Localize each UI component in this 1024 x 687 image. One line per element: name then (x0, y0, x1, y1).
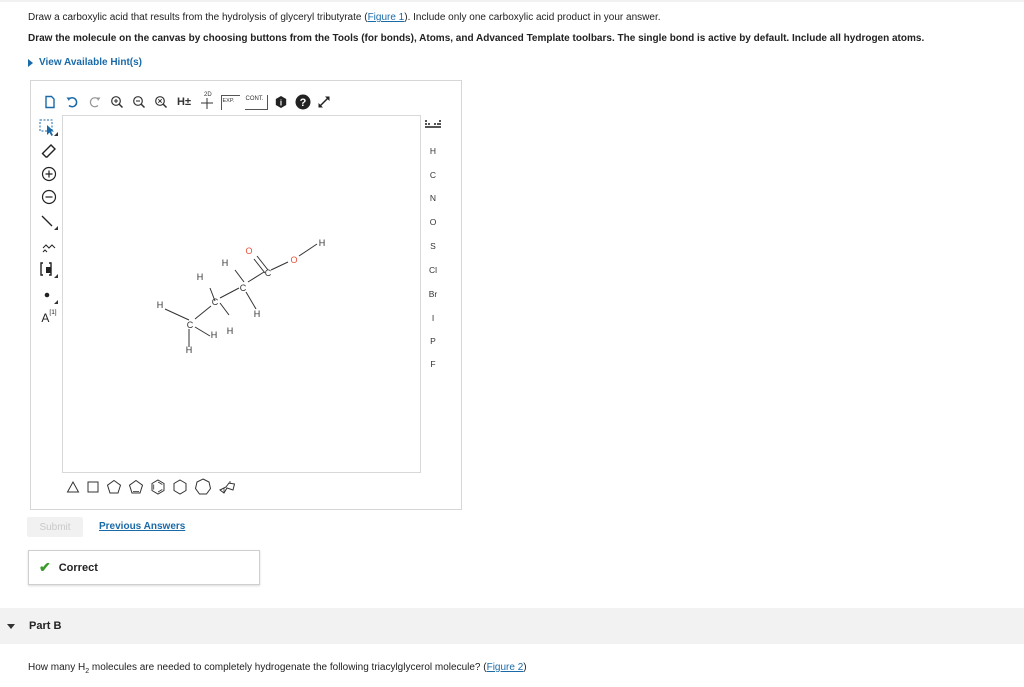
feedback-box (28, 550, 260, 585)
checkmark-icon: ✔ (39, 559, 51, 575)
fullscreen-icon[interactable] (314, 92, 334, 112)
svg-text:?: ? (299, 97, 307, 109)
cont-label: CONT. (245, 95, 264, 102)
atom-button-p[interactable]: P (430, 336, 436, 346)
part-b-title[interactable]: Part B (29, 620, 62, 632)
figure-1-link[interactable]: Figure 1 (367, 12, 405, 23)
atom-label: C (211, 297, 219, 307)
zoom-reset-icon[interactable] (150, 92, 172, 112)
atom-label-charge: [1] (49, 308, 57, 316)
cyclopropane-template-icon[interactable] (66, 480, 80, 494)
atom-button-s[interactable]: S (430, 241, 436, 251)
atom-button-i[interactable]: I (431, 313, 435, 323)
negative-charge-icon[interactable] (38, 187, 60, 207)
cyclohexane-template-icon[interactable] (172, 479, 188, 495)
2d-label: 2D (204, 92, 212, 98)
atom-label: C (239, 283, 247, 293)
cyclohexane-chair-template-icon[interactable] (218, 478, 236, 496)
atom-label: H (226, 326, 234, 336)
atom-label: H (196, 272, 204, 282)
clipped-text-line (28, 683, 238, 687)
zoom-in-icon[interactable] (106, 92, 128, 112)
butanoic-acid-structure (63, 116, 420, 472)
atom-label: O (290, 255, 298, 265)
atom-button-h[interactable]: H (429, 146, 437, 156)
view-hints-link[interactable] (28, 57, 142, 68)
cyclopentane-template-icon[interactable] (106, 479, 122, 495)
exp-label: EXP. (222, 97, 235, 104)
atom-button-o[interactable]: O (429, 217, 437, 227)
atom-label: H (253, 309, 261, 319)
atom-label-letter: A (41, 311, 50, 325)
atom-label: H (221, 258, 229, 268)
atom-button-c[interactable]: C (429, 170, 437, 180)
select-tool-icon[interactable] (38, 118, 60, 138)
undo-icon[interactable] (60, 92, 84, 112)
part-b-question-middle: molecules are needed to completely hydrogenate the following triacylglycerol molecule? ( (89, 662, 487, 673)
question-prefix: Draw a carboxylic acid that results from the hydrolysis of glyceryl tributyrate ( (28, 12, 368, 23)
new-document-icon[interactable] (40, 92, 60, 112)
template-toolbar (66, 478, 236, 496)
part-b-question-suffix: ) (523, 662, 527, 673)
previous-answers-link[interactable]: Previous Answers (99, 521, 186, 532)
cyclopentene-template-icon[interactable] (128, 479, 144, 495)
atom-label: O (245, 246, 253, 256)
feedback-status: Correct (58, 561, 98, 574)
atom-button-n[interactable]: N (429, 193, 437, 203)
question-text (28, 12, 661, 23)
eraser-icon[interactable] (38, 141, 60, 161)
radical-dot-icon[interactable] (38, 286, 60, 306)
atom-button-br[interactable]: Br (428, 289, 438, 299)
top-divider (0, 0, 1024, 2)
atom-label: H (318, 238, 326, 248)
atom-label: H (210, 330, 218, 340)
part-b-header[interactable] (0, 608, 1024, 644)
redo-icon[interactable] (84, 92, 106, 112)
part-b-question-prefix: How many H (28, 662, 86, 673)
atom-button-cl[interactable]: Cl (428, 265, 438, 275)
2d-clean-button[interactable] (196, 92, 218, 112)
positive-charge-icon[interactable] (38, 164, 60, 184)
contract-button[interactable] (242, 92, 270, 112)
toggle-hydrogens-button[interactable]: H± (177, 96, 191, 108)
hint-label: View Available Hint(s) (39, 57, 142, 68)
question-suffix: ). Include only one carboxylic acid product in your answer. (404, 12, 661, 23)
part-b-subscript: 2 (85, 668, 90, 675)
periodic-table-icon[interactable] (424, 120, 442, 132)
atom-label: H (156, 300, 164, 310)
single-bond-icon[interactable] (38, 212, 60, 232)
submit-button[interactable]: Submit (27, 517, 83, 537)
atom-label-tool[interactable] (38, 308, 60, 328)
svg-text:i: i (279, 98, 283, 108)
cyclobutane-template-icon[interactable] (86, 480, 100, 494)
help-icon[interactable] (292, 92, 314, 112)
benzene-template-icon[interactable] (150, 479, 166, 495)
zoom-out-icon[interactable] (128, 92, 150, 112)
instructions-text: Draw the molecule on the canvas by choosing buttons from the Tools (for bonds), Atoms, and Advanced Template toolbars. The single bond is active by default. Include all hydrogen atoms. (28, 33, 925, 44)
figure-2-link[interactable]: Figure 2 (486, 662, 524, 673)
top-toolbar (40, 92, 334, 112)
part-b-question (28, 662, 527, 675)
drawing-canvas[interactable] (62, 115, 421, 473)
cycloheptane-template-icon[interactable] (194, 478, 212, 496)
collapse-triangle-icon[interactable] (7, 624, 15, 629)
atom-button-f[interactable]: F (430, 359, 436, 369)
atom-label: C (186, 320, 194, 330)
chain-tool-icon[interactable] (38, 236, 60, 256)
expand-triangle-icon (28, 59, 33, 67)
atom-label: C (264, 268, 272, 278)
atom-label: H (185, 345, 193, 355)
template-bracket-icon[interactable] (38, 260, 60, 280)
info-icon[interactable] (270, 92, 292, 112)
expand-button[interactable] (218, 92, 242, 112)
